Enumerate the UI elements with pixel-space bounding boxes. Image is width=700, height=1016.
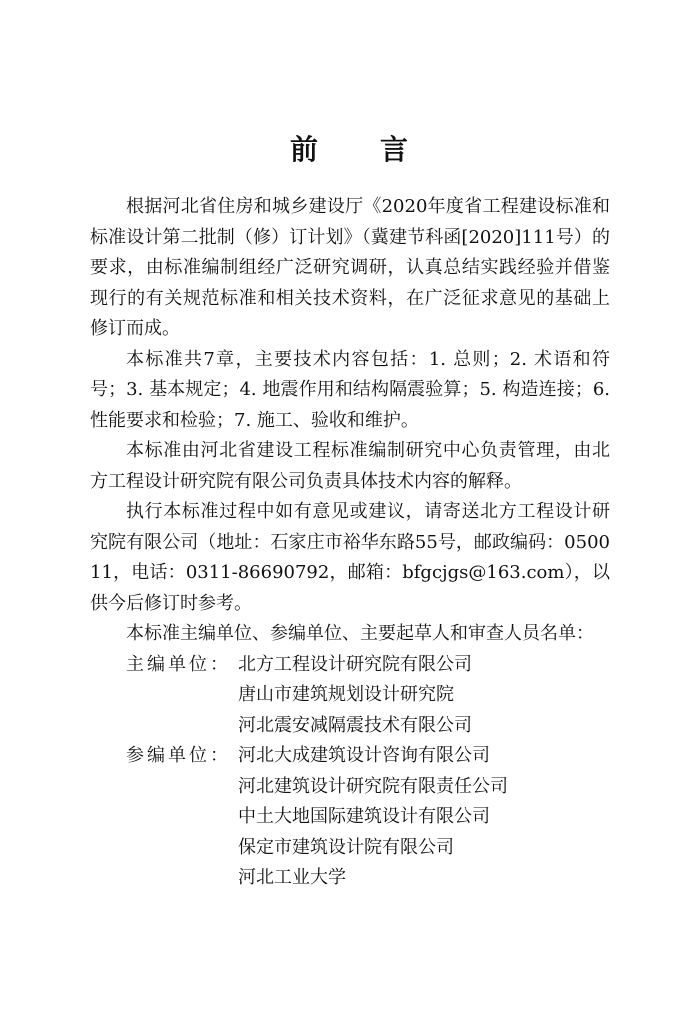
chief-units-label: 主编单位： <box>126 653 231 675</box>
paragraph-feedback: 执行本标准过程中如有意见或建议，请寄送北方工程设计研究院有限公司（地址：石家庄市裕华东路55号，邮政编码：050011，电话：0311-86690792，邮箱：bfgcjgs@163.com），以供今后修订时参考。 <box>90 501 610 614</box>
paragraph-basis: 根据河北省住房和城乡建设厅《2020年度省工程建设标准和标准设计第二批制（修）订计划》（冀建节科函[2020]111号）的要求，由标准编制组经广泛研究调研，认真总结实践经验并借鉴现行的有关规范标准和相关技术资料，在广泛征求意见的基础上修订而成。 <box>90 196 610 339</box>
chief-units-names <box>238 650 610 742</box>
unit-name: 北方工程设计研究院有限公司 <box>238 653 472 675</box>
page-title: 前 言 <box>289 133 410 166</box>
unit-name: 河北工业大学 <box>238 867 346 888</box>
paragraph-management: 本标准由河北省建设工程标准编制研究中心负责管理，由北方工程设计研究院有限公司负责具体技术内容的解释。 <box>90 440 610 492</box>
unit-name: 唐山市建筑规划设计研究院 <box>238 684 454 705</box>
participating-units-label: 参编单位： <box>126 745 231 766</box>
participating-units-names <box>238 741 610 894</box>
paragraph-units-intro: 本标准主编单位、参编单位、主要起草人和审查人员名单： <box>126 623 594 644</box>
unit-name: 河北建筑设计研究院有限责任公司 <box>238 775 508 797</box>
chief-units-row <box>90 650 610 742</box>
unit-name: 中土大地国际建筑设计有限公司 <box>238 806 490 827</box>
units-list <box>90 650 610 894</box>
unit-name: 河北大成建筑设计咨询有限公司 <box>238 745 490 766</box>
participating-units-row <box>90 741 610 894</box>
preface-body <box>90 192 610 894</box>
unit-name: 保定市建筑设计院有限公司 <box>238 836 454 858</box>
paragraph-contents: 本标准共7章，主要技术内容包括：1. 总则；2. 术语和符号；3. 基本规定；4. 地震作用和结构隔震验算；5. 构造连接；6. 性能要求和检验；7. 施工、验收和维护。 <box>90 348 610 431</box>
unit-name: 河北震安减隔震技术有限公司 <box>238 714 472 736</box>
